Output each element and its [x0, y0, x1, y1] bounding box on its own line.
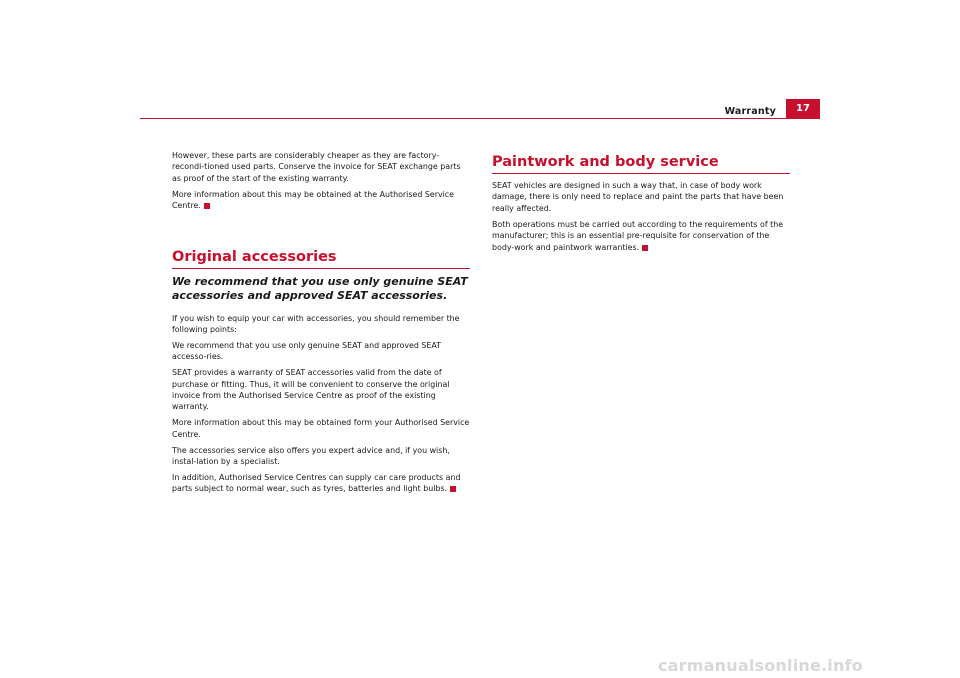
- intro-paragraph-2: [172, 189, 470, 212]
- accessories-paragraph-3: SEAT provides a warranty of SEAT accessories valid from the date of purchase or fitting. Thus, it will be convenient to conserve the original invoice from the Authorised Service Centre as proof of the existing warranty.: [172, 368, 450, 412]
- accessories-paragraph-2: We recommend that you use only genuine SEAT and approved SEAT accesso-ries.: [172, 340, 442, 362]
- end-of-section-icon: [642, 245, 648, 251]
- paintwork-paragraph-1: SEAT vehicles are designed in such a way that, in case of body work damage, there is only need to replace and paint the parts that have been really affected.: [492, 181, 784, 213]
- end-of-section-icon: [204, 203, 210, 209]
- accessories-paragraph-6-text: In addition, Authorised Service Centres can supply car care products and parts subject to normal wear, such as tyres, batteries and light bulbs.: [172, 472, 461, 494]
- header-section-title: Warranty: [724, 106, 776, 117]
- page-number-badge: 17: [786, 99, 820, 119]
- accessories-paragraph-6: [172, 472, 470, 495]
- accessories-paragraph-4: More information about this may be obtained form your Authorised Service Centre.: [172, 418, 470, 439]
- intro-paragraph-1: However, these parts are considerably cheaper as they are factory-recondi-tioned used parts. Conserve the invoice for SEAT exchange parts as proof of the start of the existing warranty.: [172, 151, 461, 183]
- accessories-paragraph-5: The accessories service also offers you expert advice and, if you wish, instal-lation by a specialist.: [172, 445, 450, 466]
- intro-paragraph-2-text: More information about this may be obtained at the Authorised Service Centre.: [172, 189, 454, 211]
- section-heading-original-accessories: Original accessories: [172, 249, 470, 269]
- accessories-paragraph-1: If you wish to equip your car with accessories, you should remember the following points:: [172, 313, 460, 334]
- right-column: [492, 150, 790, 257]
- left-column: [172, 150, 470, 499]
- paintwork-paragraph-2-text: Both operations must be carried out according to the requirements of the manufacturer; this is an essential pre-requisite for conservation of the body-work and paintwork warranties.: [492, 219, 784, 252]
- paintwork-paragraph-2: [492, 219, 790, 253]
- watermark: carmanualsonline.info: [658, 656, 863, 675]
- header-rule: [140, 118, 820, 119]
- section-heading-paintwork: Paintwork and body service: [492, 154, 790, 174]
- section-lead-text: We recommend that you use only genuine SEAT accessories and approved SEAT accessories.: [172, 274, 468, 303]
- end-of-section-icon: [450, 486, 456, 492]
